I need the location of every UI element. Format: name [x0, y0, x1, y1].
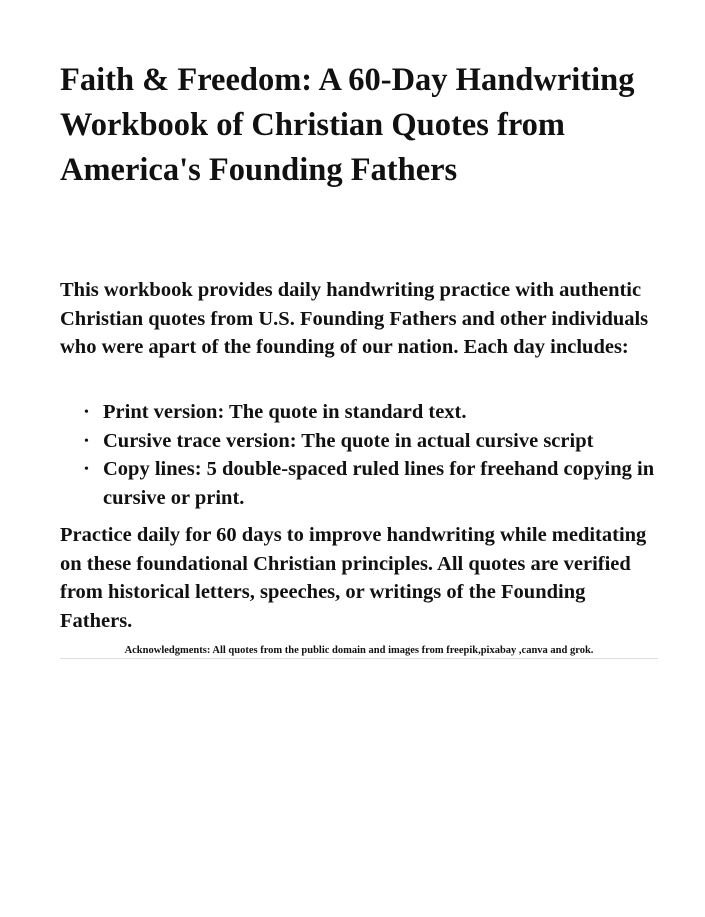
intro-paragraph: This workbook provides daily handwriting practice with authentic Christian quotes from U.S. Founding Fathers and other individuals who were apart of the founding of our nation. Each day includes: [60, 279, 649, 358]
feature-text: Print version: The quote in standard text. [103, 401, 467, 423]
feature-text: Copy lines: 5 double-spaced ruled lines for freehand copying in cursive or print. [103, 458, 655, 509]
bullet-icon: • [84, 405, 89, 420]
closing-paragraph: Practice daily for 60 days to improve handwriting while meditating on these foundational Christian principles. All quotes are verified from historical letters, speeches, or writings of the Founding Fathers. [60, 524, 647, 632]
list-item [60, 455, 658, 512]
feature-text: Cursive trace version: The quote in actual cursive script [103, 429, 594, 452]
acknowledgments-note: Acknowledgments: All quotes from the public domain and images from freepik,pixabay ,canva and grok. [124, 645, 594, 656]
features-list [60, 398, 658, 512]
divider [60, 658, 658, 659]
page-title: Faith & Freedom: A 60-Day Handwriting Workbook of Christian Quotes from America's Founding Fathers [60, 62, 635, 188]
list-item [60, 427, 658, 456]
list-item [60, 398, 658, 427]
bullet-icon: • [84, 462, 89, 477]
bullet-icon: • [84, 433, 89, 449]
